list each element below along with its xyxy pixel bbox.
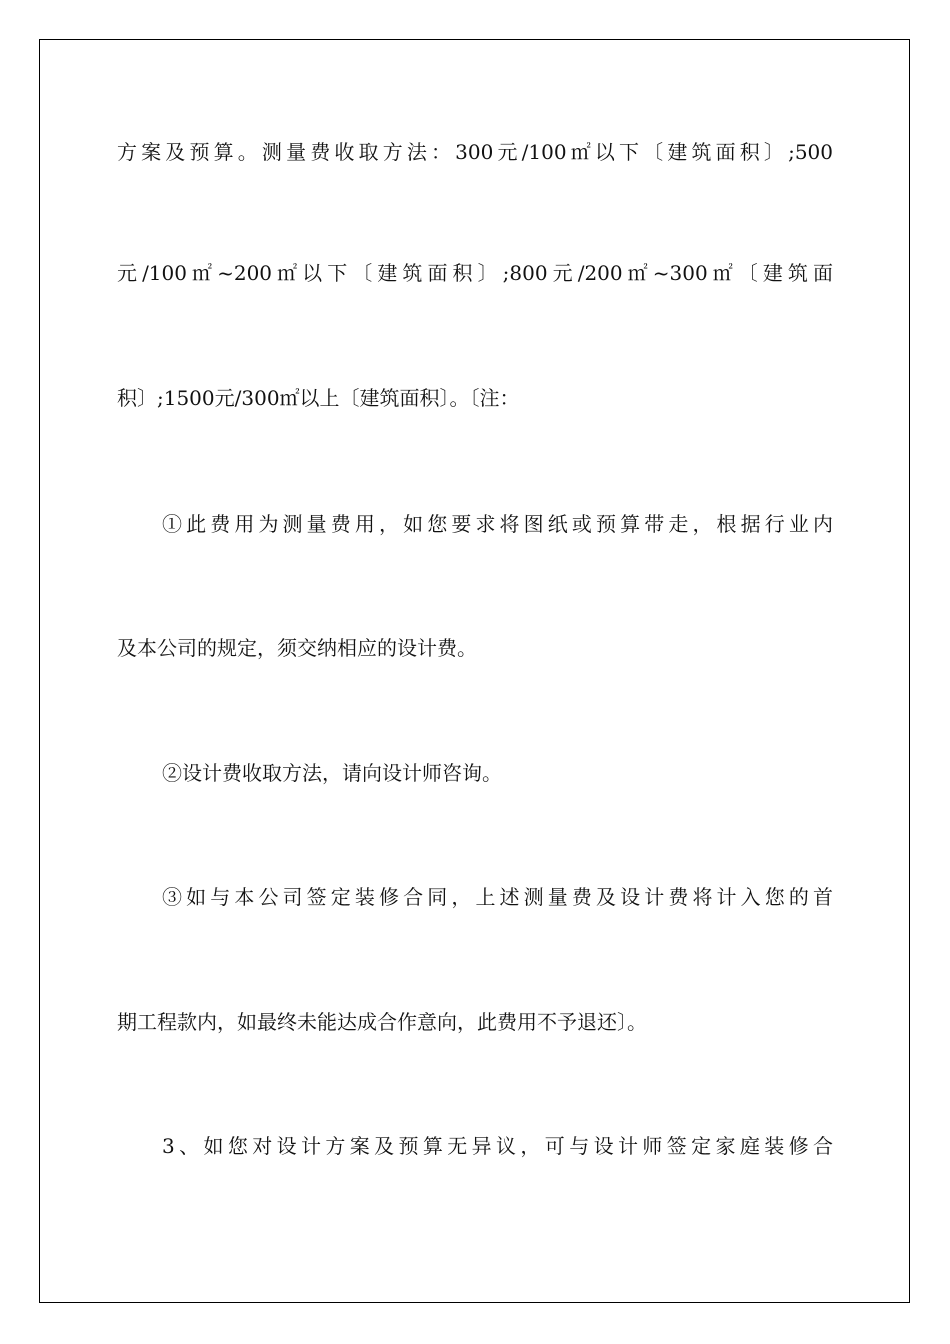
- note-1-line-2: 及本公司的规定，须交纳相应的设计费。: [117, 636, 477, 660]
- paragraph-line-1: 方案及预算。测量费收取方法：300元/100㎡以下〔建筑面积〕;500: [117, 140, 833, 164]
- page-border: [39, 39, 910, 1303]
- note-1-line-1: ①此费用为测量费用，如您要求将图纸或预算带走，根据行业内: [162, 512, 833, 536]
- note-3-line-2: 期工程款内，如最终未能达成合作意向，此费用不予退还〕。: [117, 1010, 647, 1034]
- note-3-line-1: ③如与本公司签定装修合同，上述测量费及设计费将计入您的首: [162, 885, 833, 909]
- paragraph-line-3: 积〕;1500元/300㎡以上〔建筑面积〕。〔注：: [117, 386, 520, 410]
- paragraph-line-2: 元/100㎡~200㎡以下〔建筑面积〕;800元/200㎡~300㎡〔建筑面: [117, 261, 833, 285]
- note-2: ②设计费收取方法，请向设计师咨询。: [162, 761, 502, 785]
- item-3-line-1: 3、如您对设计方案及预算无异议，可与设计师签定家庭装修合: [162, 1134, 833, 1158]
